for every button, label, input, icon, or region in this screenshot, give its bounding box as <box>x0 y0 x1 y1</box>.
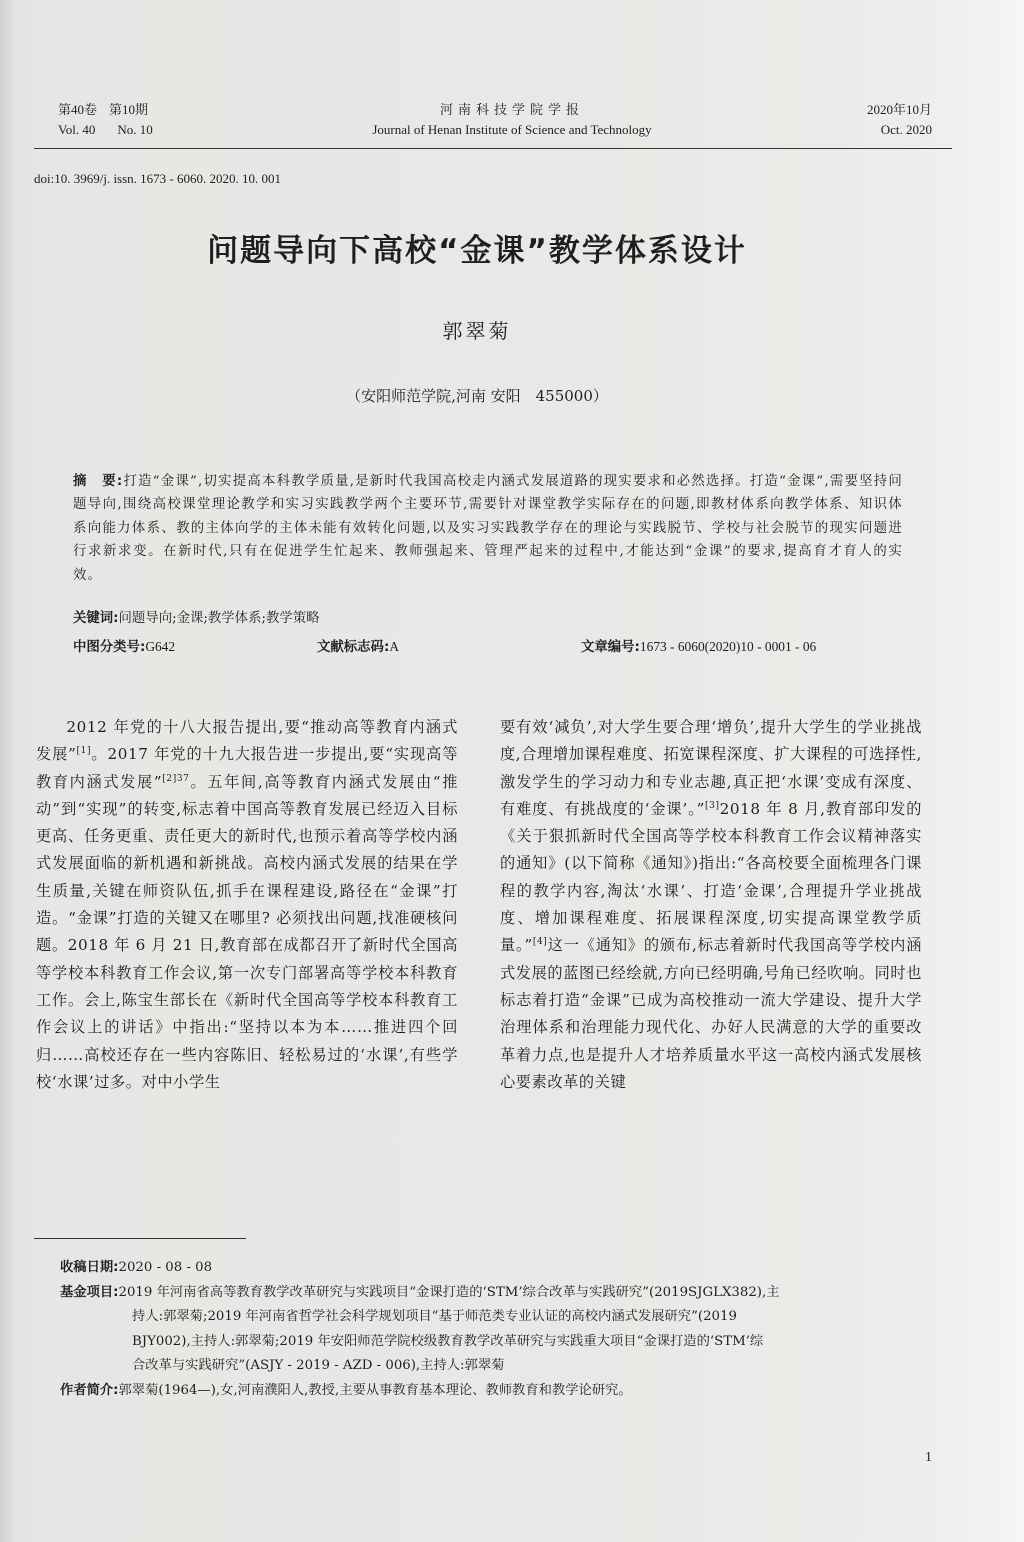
keywords-label: 关键词: <box>73 611 119 626</box>
document-code <box>317 636 399 659</box>
keywords <box>73 608 320 630</box>
citation-ref: [4] <box>532 937 548 948</box>
doi: doi:10. 3969/j. issn. 1673 - 6060. 2020. 10. 001 <box>34 171 282 186</box>
body-text: 。五年间,高等教育内涵式发展由“推动”到“实现”的转变,标志着中国高等教育发展已经迈入目标更高、任务更重、责任更大的新时代,也预示着高等学校内涵式发展面临的新机遇和新挑战。高校内涵式发展的结果在学生质量,关键在师资队伍,抓手在课程建设,路径在“金课”打造。“金课”打造的关键又在哪里? 必须找出问题,找准硬核问题。2018 年 6 月 21 日,教育部在成都召开了新时代全国高等学校本科教育工作会议,第一次专门部署高等学校本科教育工作。会上,陈宝生部长在《新时代全国高等学校本科教育工作会议上的讲话》中指出:“坚持以本为本……推进四个回归……高校还存在一些内容陈旧、轻松易过的‘水课’,有些学校‘水课’过多。对中小学生 <box>36 772 458 1091</box>
article-number-label: 文章编号: <box>581 640 640 655</box>
citation-ref: [2]37 <box>162 773 190 784</box>
body-column-left <box>36 714 458 1096</box>
body-text: 要有效‘减负’,对大学生要合理‘增负’,提升大学生的学业挑战度,合理增加课程难度、拓宽课程深度、扩大课程的可选择性,激发学生的学习动力和专业志趣,真正把‘水课’变成有深度、有难度、有挑战度的‘金课’。” <box>500 718 922 818</box>
fund-label: 基金项目: <box>60 1284 119 1300</box>
fund-text: 合改革与实践研究”(ASJY - 2019 - AZD - 006),主持人:郭翠菊 <box>132 1358 505 1373</box>
body-text: 2018 年 8 月,教育部印发的《关于狠抓新时代全国高等学校本科教育工作会议精神落实的通知》(以下简称《通知》)指出:“各高校要全面梳理各门课程的教学内容,淘汰‘水课’、打造‘金课’,合理提升学业挑战度、增加课程难度、拓展课程深度,切实提高课堂教学质量。” <box>500 799 922 955</box>
fund-project <box>60 1281 940 1306</box>
abstract <box>73 470 903 587</box>
body-column-right <box>500 714 922 1096</box>
abstract-text: 打造“金课”,切实提高本科教学质量,是新时代我国高校走内涵式发展道路的现实要求和必然选择。打造“金课”,需要坚持问题导向,围绕高校课堂理论教学和实习实践教学两个主要环节,需要针对课堂教学实际存在的问题,即教材体系向教学体系、知识体系向能力体系、教的主体向学的主体未能有效转化问题,以及实习实践教学存在的理论与实践脱节、学校与社会脱节的现实问题进行求新求变。在新时代,只有在促进学生忙起来、教师强起来、管理严起来的过程中,才能达到“金课”的要求,提高育才育人的实效。 <box>73 474 903 583</box>
fund-text: BJY002),主持人:郭翠菊;2019 年安阳师范学院校级教育教学改革研究与实践重大项目“金课打造的‘STM’综 <box>132 1333 764 1349</box>
keywords-text: 问题导向;金课;教学体系;教学策略 <box>118 611 320 626</box>
running-header-right <box>867 100 932 140</box>
body-paragraph <box>36 714 458 1096</box>
clc-label: 中图分类号: <box>73 640 146 655</box>
clc-value: G642 <box>145 639 176 654</box>
article-number-value: 1673 - 6060(2020)10 - 0001 - 06 <box>639 639 817 654</box>
doc-code-label: 文献标志码: <box>317 640 390 655</box>
author-name: 郭翠菊 <box>442 319 512 343</box>
clc-number <box>73 636 175 659</box>
volume-cn: 第40卷 <box>58 102 98 117</box>
received-label: 收稿日期: <box>60 1260 119 1275</box>
author-affiliation: （安阳师范学院,河南 安阳 455000） <box>346 387 608 405</box>
journal-name-cn: 河南科技学院学报 <box>439 102 584 117</box>
fund-text: 持人:郭翠菊;2019 年河南省哲学社会科学规划项目“基于师范类专业认证的高校内涵式发展研究”(2019 <box>132 1309 737 1324</box>
page-number: 1 <box>925 1450 932 1465</box>
abstract-label: 摘 要: <box>73 474 124 489</box>
issue-date-en: Oct. 2020 <box>880 122 932 137</box>
received-value: 2020 - 08 - 08 <box>118 1260 213 1275</box>
citation-ref: [3] <box>705 800 720 811</box>
author-bio-label: 作者简介: <box>60 1382 119 1398</box>
header-rule <box>34 148 952 149</box>
body-text: 。2017 年党的十九大报告进一步提出,要“实现高等教育内涵式发展” <box>36 745 458 791</box>
volume-en: Vol. 40 <box>58 122 96 137</box>
body-paragraph <box>500 714 922 1096</box>
body-text: 这一《通知》的颁布,标志着新时代我国高等学校内涵式发展的蓝图已经绘就,方向已经明确,号角已经吹响。同时也标志着打造“金课”已成为高校推动一流大学建设、提升大学治理体系和治理能力现代化、办好人民满意的大学的重要改革着力点,也是提升人才培养质量水平这一高校内涵式发展核心要素改革的关键 <box>500 936 922 1091</box>
author-bio <box>60 1379 940 1404</box>
article-title: 问题导向下高校“金课”教学体系设计 <box>207 233 747 269</box>
doc-code-value: A <box>389 639 399 654</box>
footnotes <box>60 1256 940 1403</box>
citation-ref: [1] <box>76 746 92 757</box>
fund-text: 2019 年河南省高等教育教学改革研究与实践项目“金课打造的‘STM’综合改革与实践研究”(2019SJGLX382),主 <box>118 1284 780 1300</box>
footnote-rule <box>34 1238 246 1239</box>
issue-cn: 第10期 <box>109 102 149 117</box>
body-text: 2012 年党的十八大报告提出,要“推动高等教育内涵式发展” <box>36 718 458 764</box>
journal-name-en: Journal of Henan Institute of Science and Technology <box>372 122 652 137</box>
article-number <box>581 636 816 659</box>
issue-en: No. 10 <box>117 122 153 137</box>
received-date <box>60 1256 940 1281</box>
author-bio-text: 郭翠菊(1964—),女,河南濮阳人,教授,主要从事教育基本理论、教师教育和教学论研究。 <box>118 1382 632 1398</box>
issue-date-cn: 2020年10月 <box>866 102 932 117</box>
